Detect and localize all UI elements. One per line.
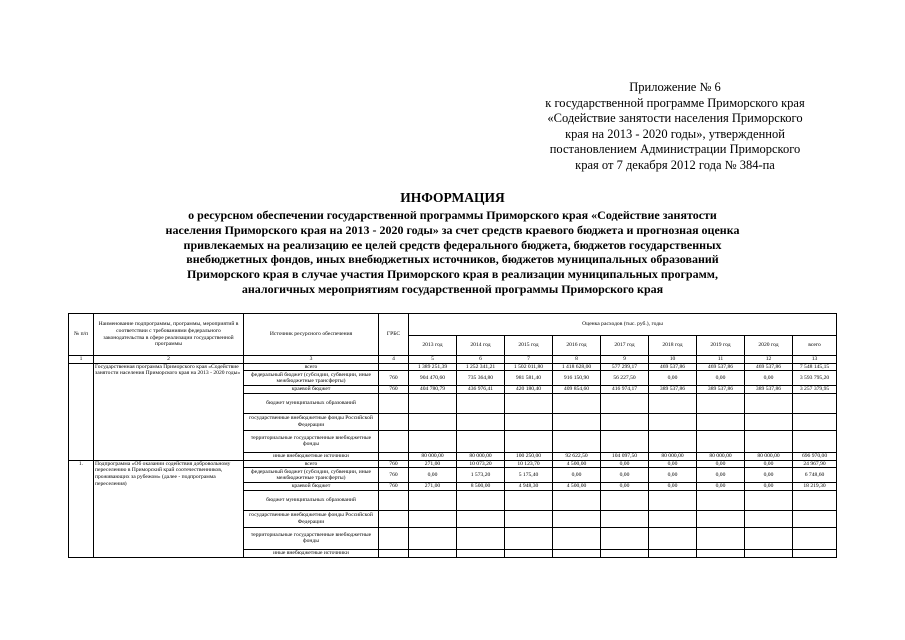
value-year: 0,00 [649, 371, 697, 386]
value-year [649, 430, 697, 452]
value-year: 420 180,40 [505, 386, 553, 394]
value-year: 0,00 [745, 483, 793, 491]
grbs-code: 760 [379, 468, 409, 483]
appendix-line: к государственной программе Приморского края [545, 95, 805, 110]
value-year [601, 510, 649, 527]
value-year: 916 150,90 [553, 371, 601, 386]
value-total [793, 510, 837, 527]
value-year [649, 527, 697, 549]
value-year [649, 413, 697, 430]
value-year [553, 393, 601, 413]
value-year: 0,00 [745, 371, 793, 386]
value-year: 0,00 [745, 460, 793, 468]
value-year [457, 430, 505, 452]
value-year [697, 510, 745, 527]
value-year: 1 389 251,39 [409, 363, 457, 371]
value-total [793, 430, 837, 452]
value-year: 80 000,00 [745, 452, 793, 460]
value-total: 7 548 145,15 [793, 363, 837, 371]
value-year: 80 000,00 [649, 452, 697, 460]
value-year [601, 549, 649, 557]
value-total: 3 593 795,20 [793, 371, 837, 386]
subtitle-line: населения Приморского края на 2013 - 2020 годы» за счет средств краевого бюджета и прогнозная оценка [165, 222, 740, 237]
value-year: 4 500,00 [553, 460, 601, 468]
appendix-line: края на 2013 - 2020 годы», утвержденной [565, 126, 785, 141]
value-year: 0,00 [409, 468, 457, 483]
header-year: 2016 год [553, 336, 601, 356]
value-year: 4 948,30 [505, 483, 553, 491]
value-year [553, 490, 601, 510]
value-year [409, 549, 457, 557]
appendix-line: края от 7 декабря 2012 года № 384-па [575, 157, 775, 172]
table-row [69, 363, 837, 371]
value-year [505, 490, 553, 510]
funding-source: всего [244, 363, 379, 371]
column-number-row [69, 356, 837, 364]
value-year [649, 549, 697, 557]
funding-source: федеральный бюджет (субсидии, субвенции, иные межбюджетные трансферты) [244, 371, 379, 386]
value-year [505, 510, 553, 527]
header-year: 2014 год [457, 336, 505, 356]
value-year [457, 527, 505, 549]
value-year: 4 500,00 [553, 483, 601, 491]
value-year [697, 393, 745, 413]
value-year [505, 413, 553, 430]
value-year: 271,00 [409, 483, 457, 491]
value-year: 1 418 628,00 [553, 363, 601, 371]
value-year [505, 527, 553, 549]
value-year [409, 430, 457, 452]
value-year: 904 470,60 [409, 371, 457, 386]
funding-source: иные внебюджетные источники [244, 452, 379, 460]
grbs-code: 760 [379, 386, 409, 394]
value-year [697, 413, 745, 430]
value-year: 0,00 [649, 460, 697, 468]
value-year [745, 549, 793, 557]
value-year [505, 549, 553, 557]
value-total [793, 527, 837, 549]
appendix-line: «Содействие занятости населения Приморского [547, 111, 803, 125]
value-year [409, 527, 457, 549]
column-number-cell: 12 [745, 356, 793, 364]
value-year [697, 430, 745, 452]
appendix-line: Приложение № 6 [629, 80, 721, 94]
value-year [601, 413, 649, 430]
row-number [69, 363, 94, 460]
value-year [457, 510, 505, 527]
column-number-cell: 2 [94, 356, 244, 364]
value-total: 3 257 379,95 [793, 386, 837, 394]
header-source: Источник ресурсного обеспечения [244, 314, 379, 356]
value-year [745, 430, 793, 452]
value-year: 0,00 [649, 468, 697, 483]
header-estimate: Оценка расходов (тыс. руб.), годы [409, 314, 837, 336]
value-year: 0,00 [697, 460, 745, 468]
grbs-code [379, 413, 409, 430]
grbs-code: 760 [379, 371, 409, 386]
value-year [601, 490, 649, 510]
header-name: Наименование подпрограммы, программы, мероприятий в соответствии с требованиями федерального законодательства в сфере реализации государственной программы [94, 314, 244, 356]
value-year: 80 000,00 [409, 452, 457, 460]
value-year [649, 490, 697, 510]
value-year [553, 527, 601, 549]
value-year: 0,00 [697, 371, 745, 386]
value-year [745, 490, 793, 510]
value-year [553, 413, 601, 430]
value-year: 100 250,00 [505, 452, 553, 460]
value-year [505, 393, 553, 413]
funding-source: бюджет муниципальных образований [244, 490, 379, 510]
grbs-code [379, 490, 409, 510]
document-title: ИНФОРМАЦИЯ [400, 190, 505, 205]
header-year: 2020 год [745, 336, 793, 356]
value-total [793, 393, 837, 413]
subtitle-line: аналогичных мероприятиям государственной программы Приморского края [241, 281, 664, 296]
value-year [553, 510, 601, 527]
value-year: 5 175,40 [505, 468, 553, 483]
value-year: 1 252 341,21 [457, 363, 505, 371]
value-year [409, 490, 457, 510]
grbs-code [379, 549, 409, 557]
value-year [649, 393, 697, 413]
value-year [745, 527, 793, 549]
value-year: 469 537,86 [745, 363, 793, 371]
value-year: 271,00 [409, 460, 457, 468]
value-year: 1 573,20 [457, 468, 505, 483]
grbs-code [379, 452, 409, 460]
value-year: 92 622,50 [553, 452, 601, 460]
value-year: 409 854,60 [553, 386, 601, 394]
value-year: 404 780,79 [409, 386, 457, 394]
value-year [697, 490, 745, 510]
header-grbs: ГРБС [379, 314, 409, 356]
grbs-code [379, 527, 409, 549]
grbs-code: 760 [379, 460, 409, 468]
subtitle-line: привлекаемых на реализацию ее целей средств федерального бюджета, бюджетов государственных [183, 237, 722, 252]
value-year [745, 413, 793, 430]
value-year: 0,00 [553, 468, 601, 483]
value-year: 10 073,20 [457, 460, 505, 468]
value-year: 735 364,80 [457, 371, 505, 386]
header-year: 2015 год [505, 336, 553, 356]
column-number-cell: 9 [601, 356, 649, 364]
program-name: Подпрограмма «Об оказании содействия добровольному переселению в Приморский край соотечественников, проживающих за рубежом» (далее - подпрограмма переселения) [94, 460, 244, 557]
value-year: 0,00 [697, 483, 745, 491]
value-year [409, 413, 457, 430]
funding-source: территориальные государственные внебюджетные фонды [244, 430, 379, 452]
grbs-code [379, 363, 409, 371]
value-year: 0,00 [745, 468, 793, 483]
value-year [601, 430, 649, 452]
funding-source: краевой бюджет [244, 386, 379, 394]
value-year [745, 393, 793, 413]
value-year: 389 537,86 [697, 386, 745, 394]
value-year: 469 537,86 [697, 363, 745, 371]
column-number-cell: 5 [409, 356, 457, 364]
grbs-code [379, 510, 409, 527]
header-year: 2013 год [409, 336, 457, 356]
funding-source: территориальные государственные внебюджетные фонды [244, 527, 379, 549]
value-year: 436 976,41 [457, 386, 505, 394]
resource-table [68, 313, 837, 558]
header-total: всего [793, 336, 837, 356]
value-total: 696 970,00 [793, 452, 837, 460]
value-year: 577 299,17 [601, 363, 649, 371]
value-total: 6 748,60 [793, 468, 837, 483]
document-subtitle [85, 208, 820, 297]
value-year: 104 097,50 [601, 452, 649, 460]
value-year [601, 527, 649, 549]
subtitle-line: внебюджетных фондов, иных внебюджетных источников, бюджетов муниципальных образований [186, 252, 719, 267]
value-year: 8 500,00 [457, 483, 505, 491]
column-number-cell: 1 [69, 356, 94, 364]
value-year: 416 974,17 [601, 386, 649, 394]
value-year [457, 490, 505, 510]
value-year [409, 393, 457, 413]
grbs-code [379, 393, 409, 413]
subtitle-line: о ресурсном обеспечении государственной программы Приморского края «Содействие занятости [188, 208, 717, 222]
value-year [649, 510, 697, 527]
value-year: 1 502 011,80 [505, 363, 553, 371]
column-number-cell: 13 [793, 356, 837, 364]
funding-source: иные внебюджетные источники [244, 549, 379, 557]
grbs-code: 760 [379, 483, 409, 491]
column-number-cell: 6 [457, 356, 505, 364]
value-year [457, 413, 505, 430]
column-number-cell: 11 [697, 356, 745, 364]
value-total [793, 549, 837, 557]
column-number-cell: 7 [505, 356, 553, 364]
value-year: 80 000,00 [457, 452, 505, 460]
value-year [697, 549, 745, 557]
value-year: 56 227,50 [601, 371, 649, 386]
funding-source: краевой бюджет [244, 483, 379, 491]
column-number-cell: 8 [553, 356, 601, 364]
column-number-cell: 10 [649, 356, 697, 364]
grbs-code [379, 430, 409, 452]
value-total: 18 219,30 [793, 483, 837, 491]
value-year: 389 537,86 [649, 386, 697, 394]
value-year: 0,00 [601, 483, 649, 491]
header-num: № п/п [69, 314, 94, 356]
value-year: 0,00 [649, 483, 697, 491]
column-number-cell: 3 [244, 356, 379, 364]
value-year: 389 537,86 [745, 386, 793, 394]
appendix-line: постановлением Администрации Приморского [549, 142, 801, 156]
value-year: 0,00 [601, 460, 649, 468]
header-year: 2019 год [697, 336, 745, 356]
value-year: 10 123,70 [505, 460, 553, 468]
value-year [505, 430, 553, 452]
value-total [793, 490, 837, 510]
row-number: 1. [69, 460, 94, 557]
table-body [69, 363, 837, 557]
program-name: Государственная программа Приморского края «Содействие занятости населения Приморского края на 2013 - 2020 годы» [94, 363, 244, 460]
value-year [553, 549, 601, 557]
value-year: 0,00 [697, 468, 745, 483]
value-year [409, 510, 457, 527]
value-year [601, 393, 649, 413]
funding-source: государственные внебюджетные фонды Российской Федерации [244, 413, 379, 430]
value-year [457, 393, 505, 413]
value-year [457, 549, 505, 557]
value-year: 0,00 [601, 468, 649, 483]
value-year [697, 527, 745, 549]
column-number-cell: 4 [379, 356, 409, 364]
value-year [553, 430, 601, 452]
funding-source: всего [244, 460, 379, 468]
table-row [69, 460, 837, 468]
subtitle-line: Приморского края в случае участия Приморского края в реализации муниципальных программ, [187, 267, 718, 282]
value-total: 24 967,90 [793, 460, 837, 468]
value-year: 80 000,00 [697, 452, 745, 460]
header-year: 2018 год [649, 336, 697, 356]
appendix-header [505, 80, 845, 173]
funding-source: бюджет муниципальных образований [244, 393, 379, 413]
value-year [745, 510, 793, 527]
funding-source: государственные внебюджетные фонды Российской Федерации [244, 510, 379, 527]
value-year: 981 581,40 [505, 371, 553, 386]
value-total [793, 413, 837, 430]
header-year: 2017 год [601, 336, 649, 356]
value-year: 469 537,86 [649, 363, 697, 371]
funding-source: федеральный бюджет (субсидии, субвенции, иные межбюджетные трансферты) [244, 468, 379, 483]
